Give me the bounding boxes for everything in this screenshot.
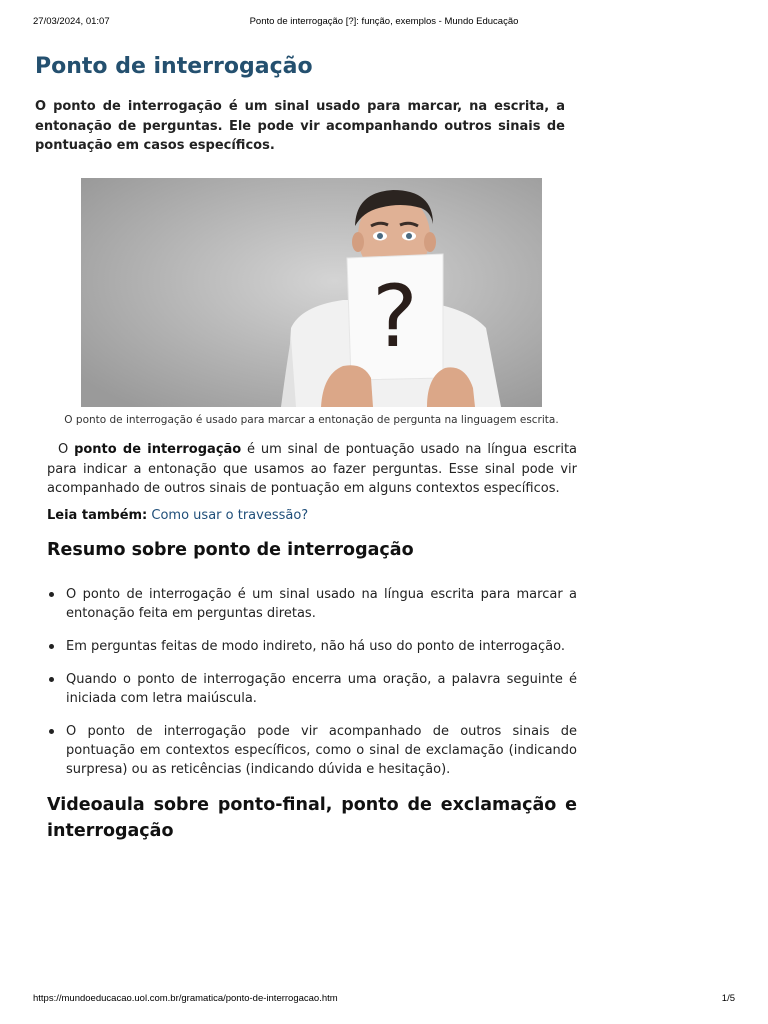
video-heading: Videoaula sobre ponto-final, ponto de exclamação e interrogação (47, 795, 577, 841)
intro-prefix: O (58, 442, 75, 457)
list-item (47, 585, 577, 623)
intro-paragraph (47, 440, 577, 499)
print-date: 27/03/2024, 01:07 (33, 16, 110, 27)
man-holding-question-mark-illustration (81, 178, 542, 407)
list-item-text: O ponto de interrogação pode vir acompanhado de outros sinais de pontuação em contextos específicos, como o sinal de exclamação (indicando surpresa) ou as reticências (indicando dúvida e hesitação). (66, 724, 577, 777)
question-mark-symbol: ? (372, 267, 418, 367)
bullet-icon (49, 677, 54, 682)
print-header (33, 16, 735, 30)
article-image (81, 178, 542, 407)
article-lead: O ponto de interrogação é um sinal usado para marcar, na escrita, a entonação de perguntas. Ele pode vir acompanhando outros sinais de pontuação em casos específicos. (35, 99, 565, 153)
list-item-text: Quando o ponto de interrogação encerra uma oração, a palavra seguinte é iniciada com letra maiúscula. (66, 672, 577, 706)
intro-text: é um sinal de pontuação usado na língua escrita para indicar a entonação que usamos ao fazer perguntas. Esse sinal pode vir acompanhado de outros sinais de pontuação em alguns contextos específicos. (47, 442, 578, 496)
read-more-label: Leia também: (47, 508, 148, 523)
summary-list (47, 585, 577, 793)
list-item (47, 637, 577, 656)
summary-heading: Resumo sobre ponto de interrogação (47, 540, 414, 560)
bullet-icon (49, 644, 54, 649)
read-more-link[interactable]: Como usar o travessão? (151, 508, 309, 523)
bullet-icon (49, 592, 54, 597)
list-item-text: O ponto de interrogação é um sinal usado na língua escrita para marcar a entonação feita em perguntas diretas. (66, 587, 577, 621)
article-title: Ponto de interrogação (35, 54, 313, 79)
print-page-title: Ponto de interrogação [?]: função, exemplos - Mundo Educação (249, 16, 519, 27)
print-footer (33, 993, 735, 1007)
print-url: https://mundoeducacao.uol.com.br/gramatica/ponto-de-interrogacao.htm (33, 993, 338, 1004)
page-number: 1/5 (721, 993, 735, 1004)
bullet-icon (49, 729, 54, 734)
list-item (47, 722, 577, 779)
list-item-text: Em perguntas feitas de modo indireto, não há uso do ponto de interrogação. (66, 639, 565, 654)
image-caption: O ponto de interrogação é usado para marcar a entonação de pergunta na linguagem escrita. (64, 414, 559, 426)
read-more (47, 508, 308, 523)
list-item (47, 670, 577, 708)
intro-bold-term: ponto de interrogação (74, 442, 242, 457)
